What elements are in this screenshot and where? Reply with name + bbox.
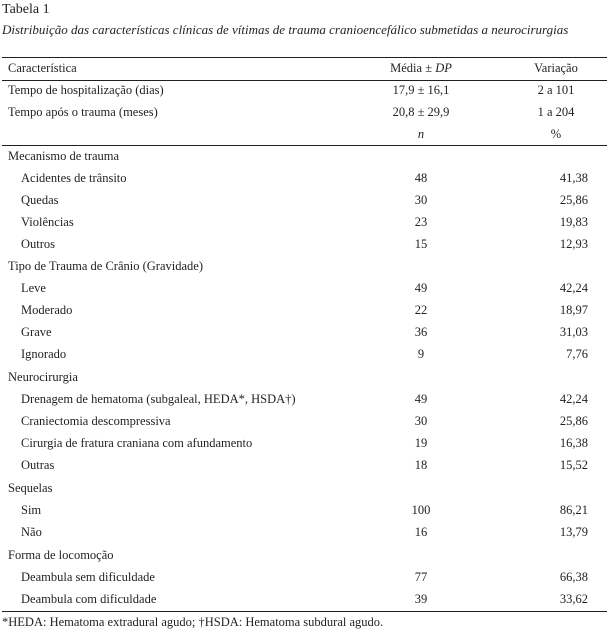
row-pct: 41,38: [559, 171, 588, 185]
row-n: 48: [414, 171, 428, 185]
bottom-rule: [2, 611, 607, 612]
header-characteristic: Característica: [8, 61, 77, 75]
summary-label: Tempo de hospitalização (dias): [8, 83, 164, 97]
row-label: Craniectomia descompressiva: [21, 414, 171, 428]
row-pct: 16,38: [559, 436, 588, 450]
row-pct: 15,52: [559, 458, 588, 472]
group-title: Tipo de Trauma de Crânio (Gravidade): [8, 259, 203, 273]
summary-label: Tempo após o trauma (meses): [8, 105, 158, 119]
row-label: Moderado: [21, 303, 73, 317]
row-pct: 13,79: [559, 525, 588, 539]
group-title-row: [0, 145, 607, 167]
row-n: 18: [414, 458, 428, 472]
row-pct: 33,62: [559, 592, 588, 606]
table-row: [0, 299, 607, 321]
header-mean: Média ± DP: [390, 61, 452, 75]
row-n: 22: [414, 303, 428, 317]
row-label: Outros: [21, 237, 56, 251]
row-n: 16: [414, 525, 428, 539]
row-label: Violências: [21, 215, 74, 229]
group-title-row: [0, 477, 607, 499]
row-label: Deambula sem dificuldade: [21, 570, 155, 584]
row-pct: 7,76: [566, 347, 588, 361]
table-row: [0, 277, 607, 299]
row-label: Acidentes de trânsito: [21, 171, 127, 185]
row-n: 49: [414, 392, 428, 406]
row-n: 15: [414, 237, 428, 251]
row-label: Não: [21, 525, 42, 539]
table-row: [0, 432, 607, 454]
table-row: [0, 410, 607, 432]
row-n: 36: [414, 325, 428, 339]
subheader-row: [0, 123, 607, 145]
group-title-row: [0, 255, 607, 277]
row-pct: 25,86: [559, 193, 588, 207]
group-title-row: [0, 366, 607, 388]
table-caption-title: Tabela 1: [2, 2, 50, 17]
group-title: Neurocirurgia: [8, 370, 78, 384]
row-label: Deambula com dificuldade: [21, 592, 157, 606]
row-pct: 66,38: [559, 570, 588, 584]
row-label: Cirurgia de fratura craniana com afundamento: [21, 436, 253, 450]
table-row: [0, 343, 607, 365]
row-label: Outras: [21, 458, 55, 472]
table-row: [0, 388, 607, 410]
table-row: [0, 588, 607, 610]
row-n: 77: [414, 570, 428, 584]
subheader-pct: %: [550, 127, 562, 141]
group-title: Mecanismo de trauma: [8, 149, 120, 163]
row-label: Drenagem de hematoma (subgaleal, HEDA*, HSDA†): [21, 392, 296, 406]
table-footnote: *HEDA: Hematoma extradural agudo; †HSDA: Hematoma subdural agudo.: [2, 615, 384, 629]
row-pct: 25,86: [559, 414, 588, 428]
subheader-n: n: [417, 127, 425, 141]
table-row: [0, 211, 607, 233]
summary-range: 2 a 101: [537, 83, 575, 97]
header-range: Variação: [534, 61, 578, 75]
row-n: 23: [414, 215, 428, 229]
header-row: [0, 57, 607, 79]
row-pct: 19,83: [559, 215, 588, 229]
row-pct: 42,24: [559, 281, 588, 295]
summary-row: [0, 79, 607, 101]
row-label: Grave: [21, 325, 52, 339]
row-pct: 31,03: [559, 325, 588, 339]
table-row: [0, 189, 607, 211]
row-n: 30: [414, 414, 428, 428]
table-row: [0, 167, 607, 189]
table-caption-subtitle: Distribuição das características clínicas de vítimas de trauma cranioencefálico submetidas a neurocirurgias: [2, 22, 569, 37]
row-n: 100: [411, 503, 431, 517]
summary-mean: 17,9 ± 16,1: [392, 83, 450, 97]
row-n: 49: [414, 281, 428, 295]
summary-range: 1 a 204: [537, 105, 575, 119]
row-label: Sim: [21, 503, 42, 517]
table-row: [0, 233, 607, 255]
summary-row: [0, 101, 607, 123]
row-n: 9: [417, 347, 425, 361]
row-label: Leve: [21, 281, 46, 295]
row-n: 19: [414, 436, 428, 450]
table-row: [0, 566, 607, 588]
row-n: 30: [414, 193, 428, 207]
row-label: Quedas: [21, 193, 59, 207]
row-n: 39: [414, 592, 428, 606]
table-row: [0, 521, 607, 543]
table-row: [0, 499, 607, 521]
row-pct: 12,93: [559, 237, 588, 251]
row-pct: 42,24: [559, 392, 588, 406]
table-row: [0, 454, 607, 476]
group-title-row: [0, 544, 607, 566]
row-pct: 86,21: [559, 503, 588, 517]
summary-mean: 20,8 ± 29,9: [392, 105, 450, 119]
row-label: Ignorado: [21, 347, 67, 361]
group-title: Forma de locomoção: [8, 548, 114, 562]
group-title: Sequelas: [8, 481, 53, 495]
row-pct: 18,97: [559, 303, 588, 317]
table-row: [0, 321, 607, 343]
